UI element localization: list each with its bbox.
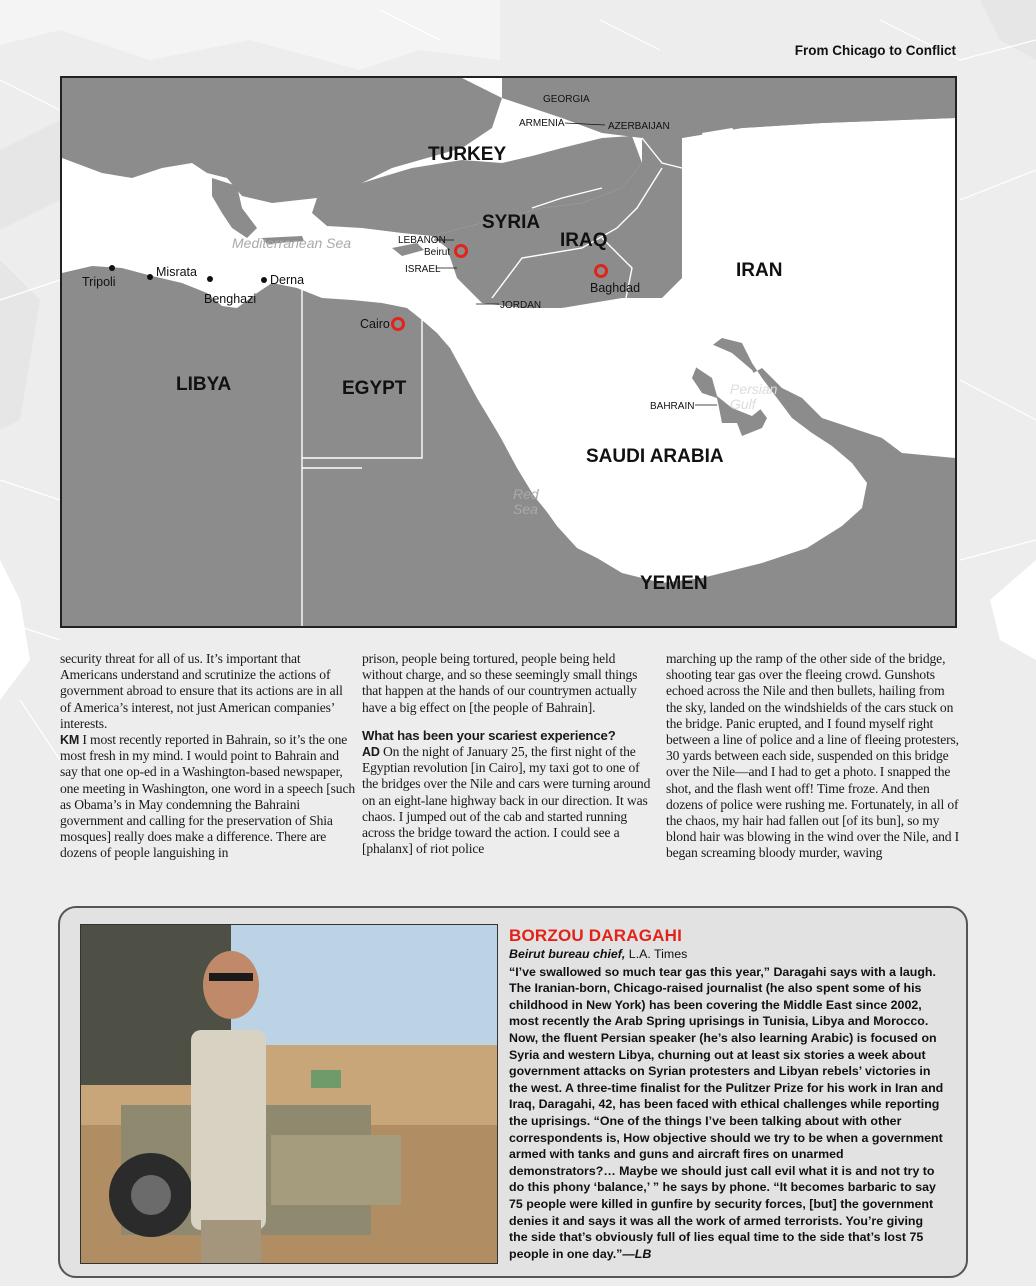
label-iraq: IRAQ [560,230,608,251]
article-column-1 [60,651,356,862]
label-baghdad: Baghdad [590,281,641,295]
derna-dot [261,277,267,283]
paragraph: security threat for all of us. It’s important that Americans understand and scrutinize the actions of government abroad to ensure that its actions are in all of America’s interest, not just American companies’ interests. [60,651,343,731]
label-azerbaijan: AZERBAIJAN [608,121,670,132]
paragraph-text: I most recently reported in Bahrain, so it’s the one most fresh in my mind. I would point to Bahrain and say that one op-ed in a Washington-based newspaper, one meeting in Washington, one word in a speech [such as Obama’s in May condemning the Bahraini government and calling for the preservation of Shia mosques] really does make a difference. There are dozens of people languishing in [60,732,355,861]
paragraph: marching up the ramp of the other side of the bridge, shooting tear gas over the fleeing crowd. Gunshots echoed across the Nile and then bullets, hailing from the sky, landed on the windshields of the cars stuck on the bridge. Panic erupted, and I found myself right between a line of police and a line of fleeing protesters, 30 yards between each side, suspended on this bridge over the Nile—and I had to get a photo. I snapped the shot, and the flash went off! Time froze. And then dozens of police were rushing me. Fortunately, in all of the chaos, my hair had fallen out [of its bun], so my blond hair was blowing in the wind over the Nile, and I began screaming bloody murder, waving [666,651,960,861]
misrata-dot [147,274,153,280]
paragraph: prison, people being tortured, people being held without charge, and so these seemingly small things that happen at the hands of our countrymen actually have a big effect on [the people of Bahrain]. [362,651,638,715]
label-iran: IRAN [736,260,783,281]
portrait-photo [80,924,498,1264]
map-canvas [62,78,955,626]
label-derna: Derna [270,273,305,287]
label-saudi-arabia: SAUDI ARABIA [586,446,724,467]
bio-text: “I’ve swallowed so much tear gas this year,” Daragahi says with a laugh. The Iranian-born, Chicago-raised journalist (he also spent some of his childhood in New York) has been covering the Middle East since 2002, most recently the Arab Spring uprisings in Tunisia, Libya and Morocco. Now, the fluent Persian speaker (he’s also learning Arabic) is focused on Syria and western Libya, churning out at least six stories a week about government attacks on Syrian protesters and Libyan rebels’ victories in the west. A three-time finalist for the Pulitzer Prize for his work in Iran and Iraq, Daragahi, 42, has been faced with ethical challenges while reporting the uprisings. “One of the things I’ve been talking about with other correspondents is, How objective should we try to be when a government armed with tanks and guns and aircraft fires on unarmed demonstrators?… Maybe we should just call evil what it is and not try to do this phony ‘balance,’ ” he says by phone. “It becomes barbaric to say 75 people were killed in gunfire by security forces, [but] the government denies it and says it was all the work of armed terrorists. You’re giving the side that’s obviously full of lies equal time to the side that’s lost 75 people in one day.” [509,964,944,1261]
role-outlet: L.A. Times [625,947,688,961]
label-sea: Sea [513,501,538,517]
label-benghazi: Benghazi [204,292,257,306]
label-georgia: GEORGIA [543,94,590,105]
label-gulf: Gulf [730,396,756,412]
label-cairo: Cairo [360,317,390,331]
profile-text [509,964,944,1263]
article-column-2 [362,651,658,857]
interview-question: What has been your scariest experience? [362,727,616,743]
article-column-3 [666,651,962,862]
label-yemen: YEMEN [640,573,708,594]
running-header: From Chicago to Conflict [794,43,956,58]
benghazi-dot [207,276,213,282]
profile-bio [509,926,944,1262]
label-armenia: ARMENIA [519,118,565,129]
byline: —LB [622,1246,652,1261]
label-israel: ISRAEL [405,264,441,275]
label-turkey: TURKEY [428,144,507,165]
label-syria: SYRIA [482,212,541,233]
middle-east-map [60,76,957,628]
profile-name: BORZOU DARAGAHI [509,926,682,945]
label-lebanon: LEBANON [398,235,446,246]
label-bahrain: BAHRAIN [650,401,695,412]
speaker-initials: AD [362,745,380,760]
paragraph [60,732,356,862]
label-egypt: EGYPT [342,378,407,399]
role-title: Beirut bureau chief, [509,947,626,961]
tripoli-dot [109,265,115,271]
label-red: Red [513,486,539,502]
label-persian: Persian [730,381,778,397]
profile-box [58,906,968,1278]
paragraph [362,744,658,857]
speaker-initials: KM [60,733,80,748]
label-beirut: Beirut [424,247,451,258]
label-tripoli: Tripoli [82,275,116,289]
label-mediterranean: Mediterranean Sea [232,235,352,251]
label-jordan: JORDAN [500,300,542,311]
label-libya: LIBYA [176,374,232,395]
profile-role [509,946,944,963]
paragraph-text: On the night of January 25, the first night of the Egyptian revolution [in Cairo], my taxi got to one of the bridges over the Nile and cars were turning around on an eight-lane highway back in our direction. It was chaos. I jumped out of the cab and started running across the bridge toward the action. I could see a [phalanx] of riot police [362,744,651,857]
label-misrata: Misrata [156,265,197,279]
